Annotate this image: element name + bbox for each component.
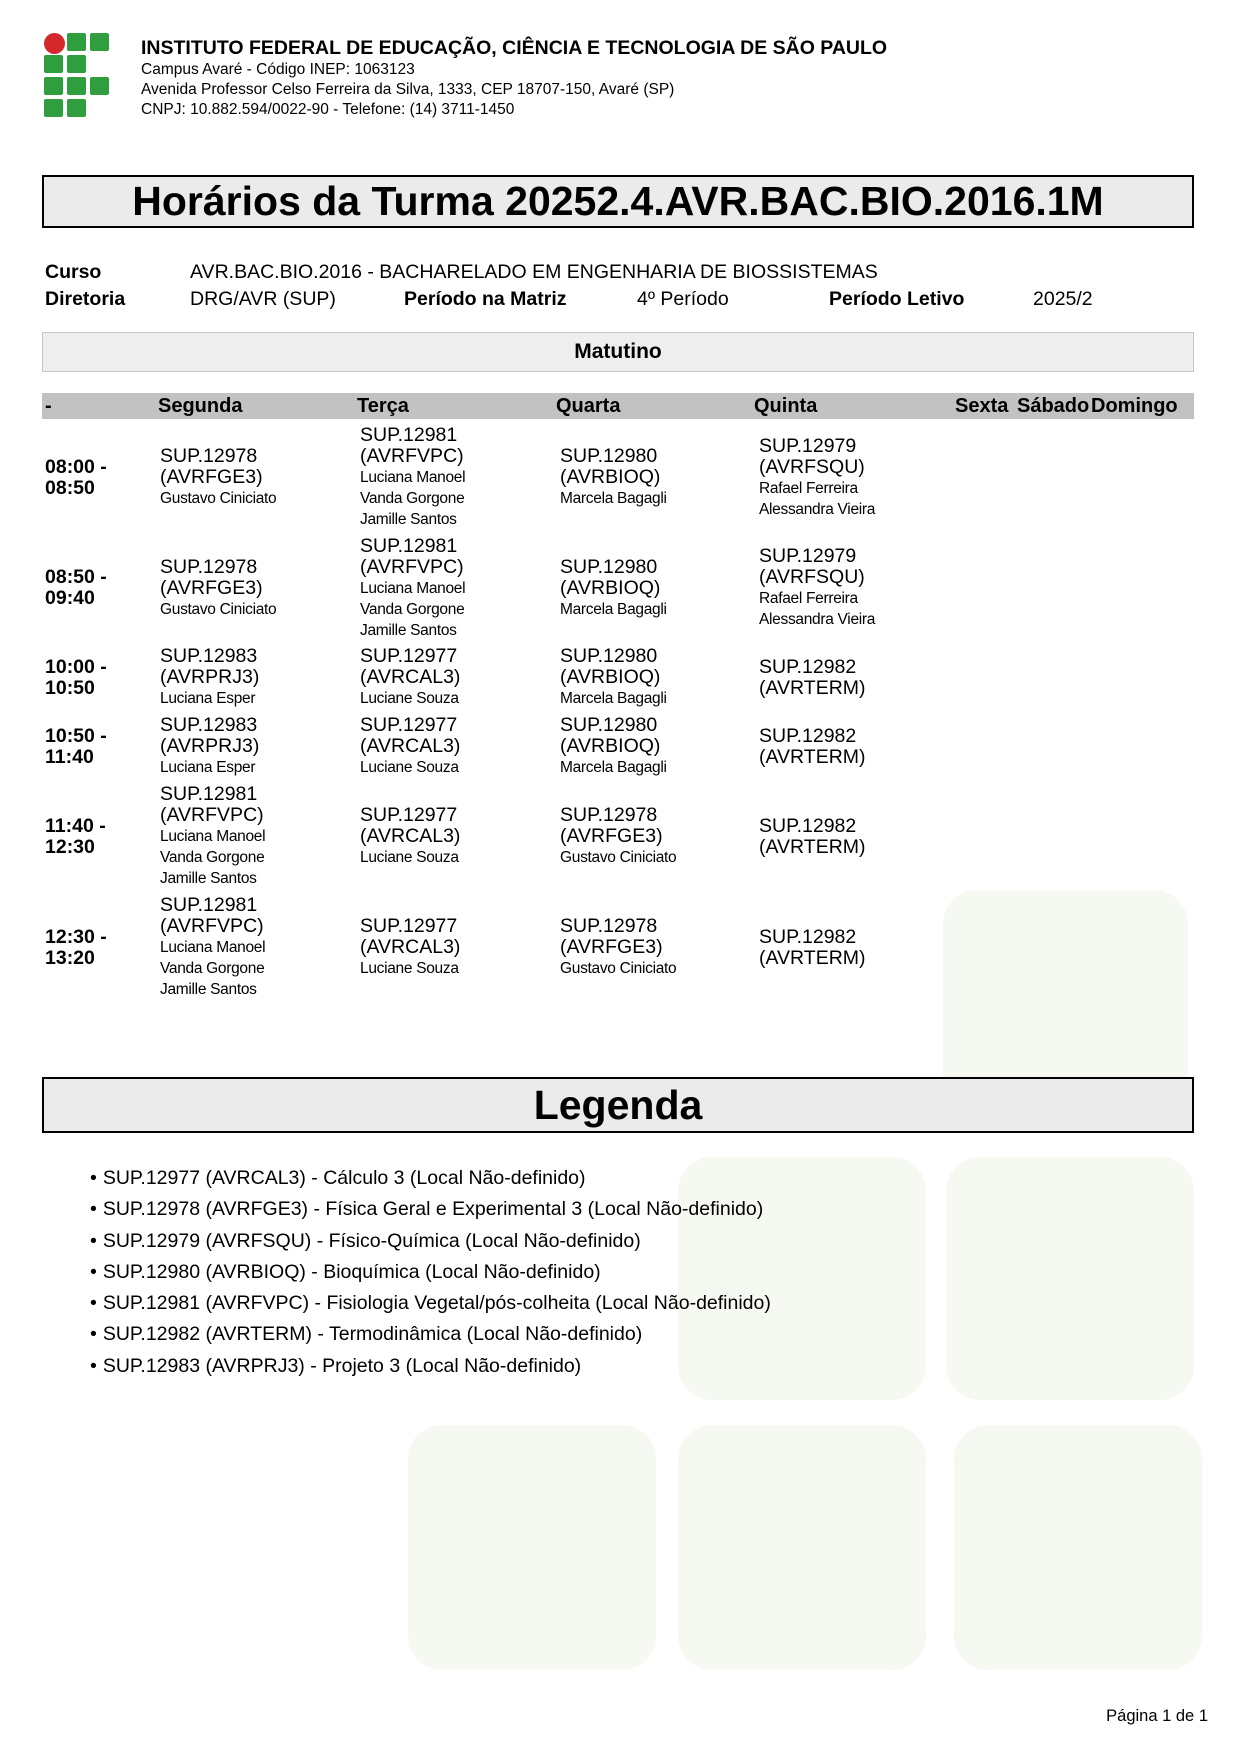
schedule-header-row (42, 393, 1194, 419)
legend-item: • SUP.12978 (AVRFGE3) - Física Geral e Experimental 3 (Local Não-definido) (90, 1194, 771, 1225)
teacher-name: Marcela Bagagli (560, 490, 667, 507)
class-cell (360, 536, 465, 641)
class-code: SUP.12982 (759, 724, 857, 747)
teacher-name: Luciana Manoel (160, 939, 266, 956)
institution-contact: CNPJ: 10.882.594/0022-90 - Telefone: (14) 3711-1450 (141, 101, 515, 118)
teacher-name: Luciane Souza (360, 849, 459, 866)
time-slot (45, 657, 107, 699)
institution-address: Avenida Professor Celso Ferreira da Silva, 1333, CEP 18707-150, Avaré (SP) (141, 81, 675, 98)
class-cell (160, 715, 259, 778)
class-code: (AVRTERM) (759, 745, 866, 768)
class-cell (360, 646, 460, 709)
class-code: SUP.12978 (160, 445, 258, 467)
class-code: (AVRFVPC) (160, 915, 264, 937)
legend-item: • SUP.12979 (AVRFSQU) - Físico-Química (Local Não-definido) (90, 1226, 771, 1257)
periodo-matriz-value: 4º Período (637, 288, 729, 310)
class-cell (560, 715, 667, 778)
class-cell (360, 805, 460, 868)
class-cell (160, 784, 265, 889)
class-cell (160, 557, 276, 620)
teacher-name: Jamille Santos (360, 621, 457, 639)
class-code: (AVRPRJ3) (160, 735, 260, 757)
time-slot-line: 10:50 - (45, 724, 107, 747)
page-title: Horários da Turma 20252.4.AVR.BAC.BIO.2016.1M (42, 175, 1194, 228)
time-slot-line: 10:50 (45, 676, 95, 699)
class-code: SUP.12980 (560, 445, 658, 467)
class-code: SUP.12983 (160, 714, 258, 736)
periodo-letivo-value: 2025/2 (1033, 288, 1093, 310)
class-code: (AVRFGE3) (560, 825, 663, 847)
class-cell (360, 425, 465, 530)
teacher-name: Luciana Manoel (360, 469, 466, 486)
teacher-name: Luciana Manoel (360, 579, 466, 597)
teacher-name: Gustavo Ciniciato (560, 960, 677, 977)
class-code: (AVRBIOQ) (560, 466, 661, 488)
header-segunda: Segunda (158, 395, 243, 417)
legend-item: • SUP.12981 (AVRFVPC) - Fisiologia Vegetal/pós-colheita (Local Não-definido) (90, 1288, 771, 1319)
time-slot-line: 11:40 - (45, 814, 106, 837)
class-cell (560, 805, 676, 868)
class-code: (AVRFVPC) (160, 804, 264, 826)
class-code: (AVRFGE3) (560, 936, 663, 958)
class-code: SUP.12978 (560, 804, 658, 826)
time-slot-line: 12:30 - (45, 925, 107, 948)
institution-logo-icon (44, 32, 110, 118)
teacher-name: Marcela Bagagli (560, 759, 667, 776)
institution-name: INSTITUTO FEDERAL DE EDUCAÇÃO, CIÊNCIA E TECNOLOGIA DE SÃO PAULO (141, 37, 888, 59)
watermark-tile (954, 1425, 1202, 1670)
class-cell (759, 927, 866, 969)
class-code: (AVRFGE3) (160, 466, 263, 488)
time-slot-line: 10:00 - (45, 655, 107, 678)
class-code: (AVRBIOQ) (560, 576, 661, 599)
class-cell (160, 446, 276, 509)
class-code: (AVRTERM) (759, 946, 866, 969)
header-quinta: Quinta (754, 395, 818, 417)
time-slot-line: 12:30 (45, 835, 95, 858)
teacher-name: Alessandra Vieira (759, 500, 876, 518)
class-cell (759, 436, 875, 520)
class-cell (759, 816, 866, 858)
legend-item: • SUP.12983 (AVRPRJ3) - Projeto 3 (Local Não-definido) (90, 1351, 771, 1382)
teacher-name: Marcela Bagagli (560, 600, 667, 618)
institution-header (141, 36, 887, 120)
class-code: SUP.12979 (759, 545, 857, 567)
teacher-name: Luciane Souza (360, 690, 459, 707)
class-code: (AVRFGE3) (160, 576, 263, 599)
watermark-tile (946, 1157, 1194, 1400)
time-slot (45, 816, 106, 858)
class-cell (759, 726, 866, 768)
class-cell (360, 916, 460, 979)
legend-list (90, 1163, 771, 1382)
class-code: (AVRTERM) (759, 835, 866, 858)
class-code: SUP.12982 (759, 814, 857, 837)
class-cell (759, 546, 875, 630)
header-sexta: Sexta (955, 395, 1009, 417)
class-code: (AVRFVPC) (360, 555, 464, 578)
header-time: - (45, 395, 52, 417)
time-slot-line: 08:50 - (45, 566, 107, 588)
time-slot (45, 726, 107, 768)
teacher-name: Jamille Santos (160, 981, 257, 998)
class-code: SUP.12977 (360, 714, 458, 736)
class-cell (560, 916, 676, 979)
class-code: SUP.12981 (160, 783, 258, 805)
class-code: (AVRFSQU) (759, 566, 865, 588)
teacher-name: Luciana Esper (160, 759, 256, 776)
class-code: (AVRCAL3) (360, 825, 461, 847)
institution-campus: Campus Avaré - Código INEP: 1063123 (141, 61, 415, 78)
class-code: SUP.12982 (759, 925, 857, 948)
header-quarta: Quarta (556, 395, 621, 417)
class-code: (AVRFSQU) (759, 455, 865, 478)
teacher-name: Luciana Manoel (160, 828, 266, 845)
class-code: SUP.12980 (560, 714, 658, 736)
time-slot (45, 457, 107, 499)
header-terca: Terça (357, 395, 409, 417)
class-code: SUP.12982 (759, 655, 857, 678)
watermark-tile (678, 1425, 926, 1670)
legend-item: • SUP.12982 (AVRTERM) - Termodinâmica (Local Não-definido) (90, 1319, 771, 1350)
class-cell (560, 446, 667, 509)
periodo-matriz-label: Período na Matriz (404, 288, 567, 310)
class-code: (AVRBIOQ) (560, 735, 661, 757)
teacher-name: Gustavo Ciniciato (560, 849, 677, 866)
teacher-name: Jamille Santos (160, 870, 257, 887)
class-code: SUP.12980 (560, 645, 658, 667)
header-domingo: Domingo (1091, 395, 1178, 417)
class-code: SUP.12981 (360, 424, 458, 446)
teacher-name: Gustavo Ciniciato (160, 600, 277, 618)
time-slot (45, 927, 107, 969)
class-code: (AVRBIOQ) (560, 666, 661, 688)
periodo-letivo-label: Período Letivo (829, 288, 965, 310)
class-cell (560, 646, 667, 709)
class-code: SUP.12977 (360, 804, 458, 826)
teacher-name: Vanda Gorgone (160, 849, 265, 866)
diretoria-value: DRG/AVR (SUP) (190, 288, 336, 310)
legend-title: Legenda (42, 1077, 1194, 1133)
watermark-tile (408, 1425, 656, 1670)
class-code: SUP.12983 (160, 645, 258, 667)
page-number: Página 1 de 1 (1106, 1707, 1208, 1725)
class-code: (AVRFVPC) (360, 445, 464, 467)
time-slot-line: 08:00 - (45, 455, 107, 478)
class-code: SUP.12980 (560, 555, 658, 578)
class-cell (160, 895, 265, 1000)
teacher-name: Luciane Souza (360, 759, 459, 776)
teacher-name: Vanda Gorgone (360, 490, 465, 507)
class-code: (AVRCAL3) (360, 735, 461, 757)
teacher-name: Rafael Ferreira (759, 479, 858, 497)
teacher-name: Luciane Souza (360, 960, 459, 977)
time-slot-line: 09:40 (45, 587, 95, 609)
teacher-name: Alessandra Vieira (759, 611, 876, 628)
teacher-name: Gustavo Ciniciato (160, 490, 277, 507)
class-code: SUP.12981 (160, 894, 258, 916)
time-slot-line: 11:40 (45, 745, 94, 768)
class-code: (AVRTERM) (759, 676, 866, 699)
shift-header: Matutino (42, 332, 1194, 372)
legend-item: • SUP.12980 (AVRBIOQ) - Bioquímica (Local Não-definido) (90, 1257, 771, 1288)
class-code: (AVRCAL3) (360, 666, 461, 688)
diretoria-label: Diretoria (45, 288, 126, 310)
header-sabado: Sábado (1017, 395, 1090, 417)
curso-value: AVR.BAC.BIO.2016 - BACHARELADO EM ENGENHARIA DE BIOSSISTEMAS (190, 261, 878, 283)
curso-label: Curso (45, 261, 102, 283)
class-cell (160, 646, 259, 709)
legend-item: • SUP.12977 (AVRCAL3) - Cálculo 3 (Local Não-definido) (90, 1163, 771, 1194)
class-code: SUP.12978 (160, 555, 258, 578)
teacher-name: Luciana Esper (160, 690, 256, 707)
time-slot (45, 567, 107, 609)
class-code: (AVRCAL3) (360, 936, 461, 958)
class-code: SUP.12977 (360, 645, 458, 667)
class-cell (560, 557, 667, 620)
teacher-name: Marcela Bagagli (560, 690, 667, 707)
class-code: (AVRPRJ3) (160, 666, 260, 688)
time-slot-line: 13:20 (45, 946, 95, 969)
teacher-name: Vanda Gorgone (160, 960, 265, 977)
time-slot-line: 08:50 (45, 476, 95, 499)
teacher-name: Rafael Ferreira (759, 590, 858, 607)
class-code: SUP.12979 (759, 434, 857, 457)
teacher-name: Jamille Santos (360, 511, 457, 528)
class-code: SUP.12978 (560, 915, 658, 937)
class-cell (759, 657, 866, 699)
class-code: SUP.12977 (360, 915, 458, 937)
class-cell (360, 715, 460, 778)
class-code: SUP.12981 (360, 534, 458, 557)
teacher-name: Vanda Gorgone (360, 600, 465, 618)
